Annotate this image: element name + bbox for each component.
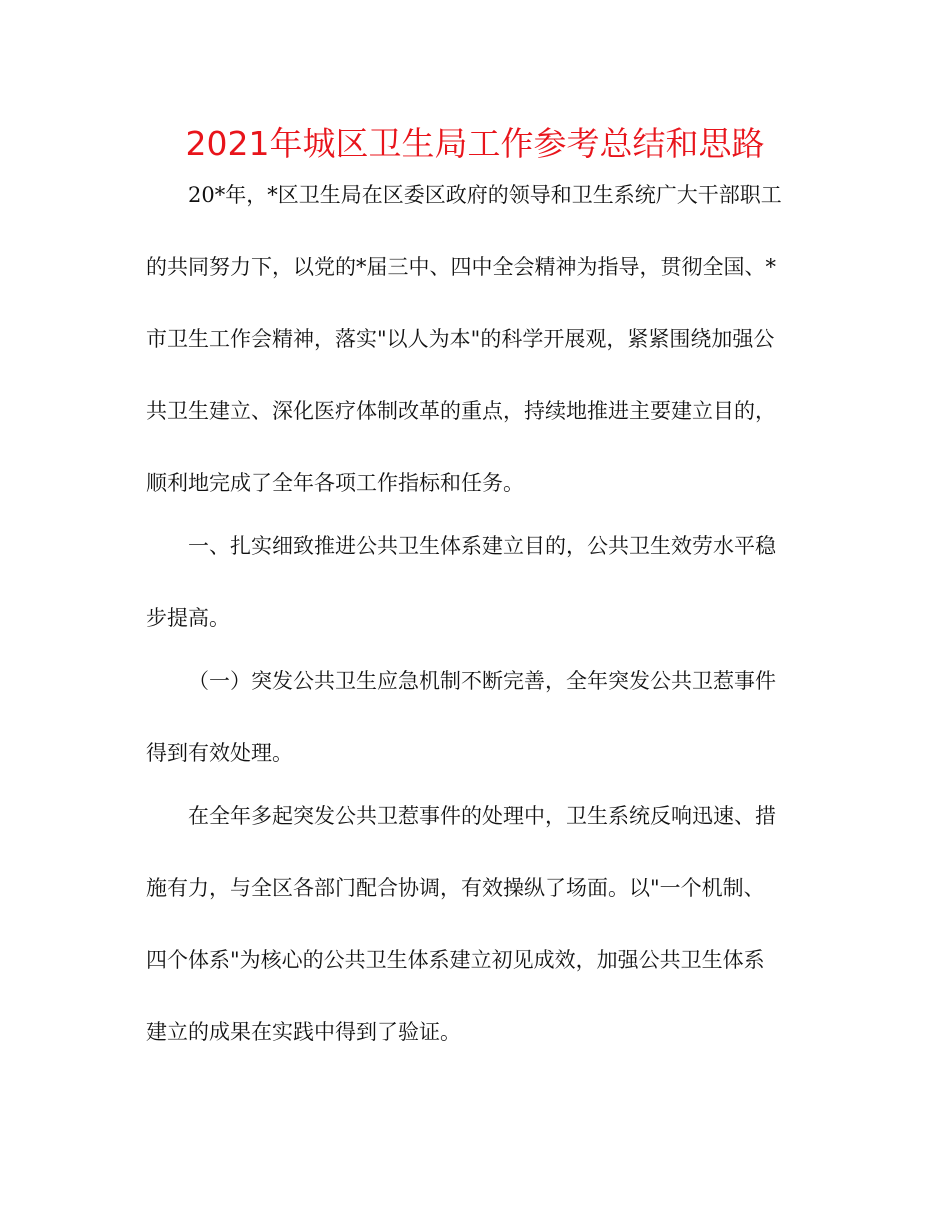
subsection-heading-line: 得到有效处理。	[146, 741, 293, 765]
paragraph-line: 施有力，与全区各部门配合协调，有效操纵了场面。以"一个机制、	[146, 876, 765, 900]
paragraph-line: 市卫生工作会精神，落实"以人为本"的科学开展观，紧紧围绕加强公	[146, 327, 775, 351]
paragraph-line: 共卫生建立、深化医疗体制改革的重点，持续地推进主要建立目的，	[146, 399, 776, 423]
section-heading-line: 步提高。	[146, 606, 230, 630]
paragraph-line: 在全年多起突发公共卫惹事件的处理中，卫生系统反响迅速、措	[188, 804, 776, 828]
paragraph-line: 四个体系"为核心的公共卫生体系建立初见成效，加强公共卫生体系	[146, 948, 765, 972]
paragraph-line: 20*年，*区卫生局在区委区政府的领导和卫生系统广大干部职工	[188, 183, 782, 207]
subsection-heading-line: （一）突发公共卫生应急机制不断完善，全年突发公共卫惹事件	[188, 669, 776, 693]
paragraph-line: 建立的成果在实践中得到了验证。	[146, 1020, 461, 1044]
document-title: 2021年城区卫生局工作参考总结和思路	[185, 124, 765, 163]
paragraph-line: 顺利地完成了全年各项工作指标和任务。	[146, 471, 524, 495]
section-heading-line: 一、扎实细致推进公共卫生体系建立目的，公共卫生效劳水平稳	[188, 534, 776, 558]
paragraph-line: 的共同努力下，以党的*届三中、四中全会精神为指导，贯彻全国、*	[146, 255, 776, 279]
